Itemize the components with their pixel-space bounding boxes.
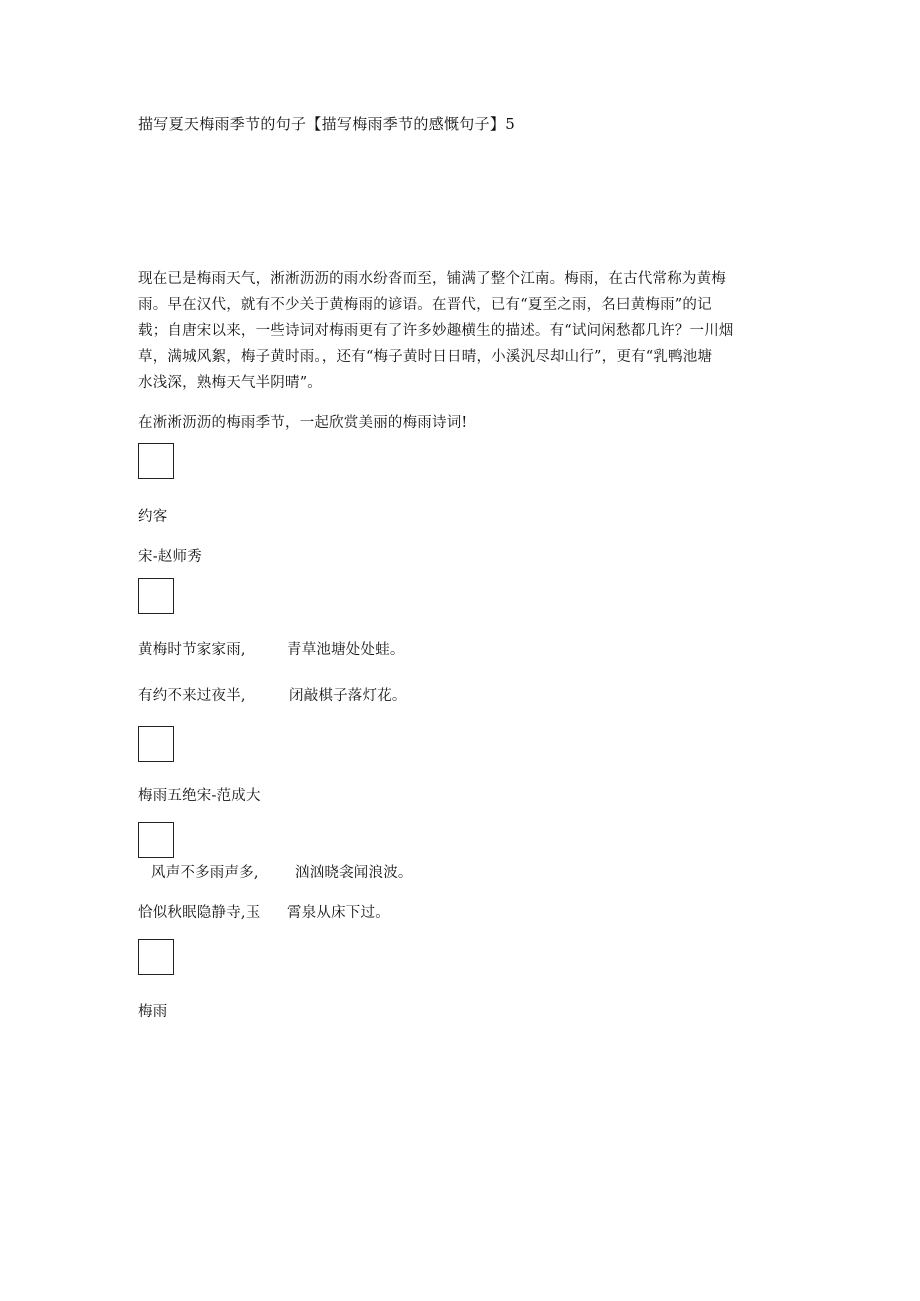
intro-line: 雨。早在汉代，就有不少关于黄梅雨的谚语。在晋代，已有“夏至之雨，名曰黄梅雨”的记 (138, 297, 712, 313)
poem-title: 约客 (138, 509, 168, 525)
image-placeholder-box (138, 822, 174, 858)
poem-line: 风声不多雨声多, (151, 865, 259, 881)
intro-line: 载；自唐宋以来，一些诗词对梅雨更有了许多妙趣横生的描述。有“试问闲愁都几许？一川烟 (138, 323, 734, 339)
intro-line: 水浅深，熟梅天气半阴晴”。 (138, 375, 323, 391)
poem-title-author: 梅雨五绝宋-范成大 (138, 788, 261, 804)
image-placeholder-box (138, 939, 174, 975)
intro-line: 现在已是梅雨天气，淅淅沥沥的雨水纷沓而至，铺满了整个江南。梅雨，在古代常称为黄梅 (138, 271, 726, 287)
poem-line: 青草池塘处处蛙。 (287, 642, 405, 658)
poem-line: 黄梅时节家家雨, (138, 642, 246, 658)
poem-line: 恰似秋眠隐静寺,玉 (138, 905, 261, 921)
poem-line: 有约不来过夜半, (138, 688, 246, 704)
intro-paragraph (138, 266, 784, 396)
lead-sentence: 在淅淅沥沥的梅雨季节，一起欣赏美丽的梅雨诗词! (138, 415, 468, 431)
intro-line: 草，满城风絮，梅子黄时雨。，还有“梅子黄时日日晴，小溪汎尽却山行”，更有“乳鸭池塘 (138, 349, 713, 365)
poem-line: 汹汹晓衾闻浪波。 (295, 865, 413, 881)
image-placeholder-box (138, 443, 174, 479)
poem-title: 梅雨 (138, 1004, 168, 1020)
poem-author: 宋-赵师秀 (138, 549, 202, 565)
document-title: 描写夏天梅雨季节的句子【描写梅雨季节的感慨句子】5 (138, 115, 516, 133)
image-placeholder-box (138, 726, 174, 762)
poem-line: 闭敲棋子落灯花。 (289, 688, 407, 704)
image-placeholder-box (138, 578, 174, 614)
poem-line: 霄泉从床下过。 (287, 905, 390, 921)
